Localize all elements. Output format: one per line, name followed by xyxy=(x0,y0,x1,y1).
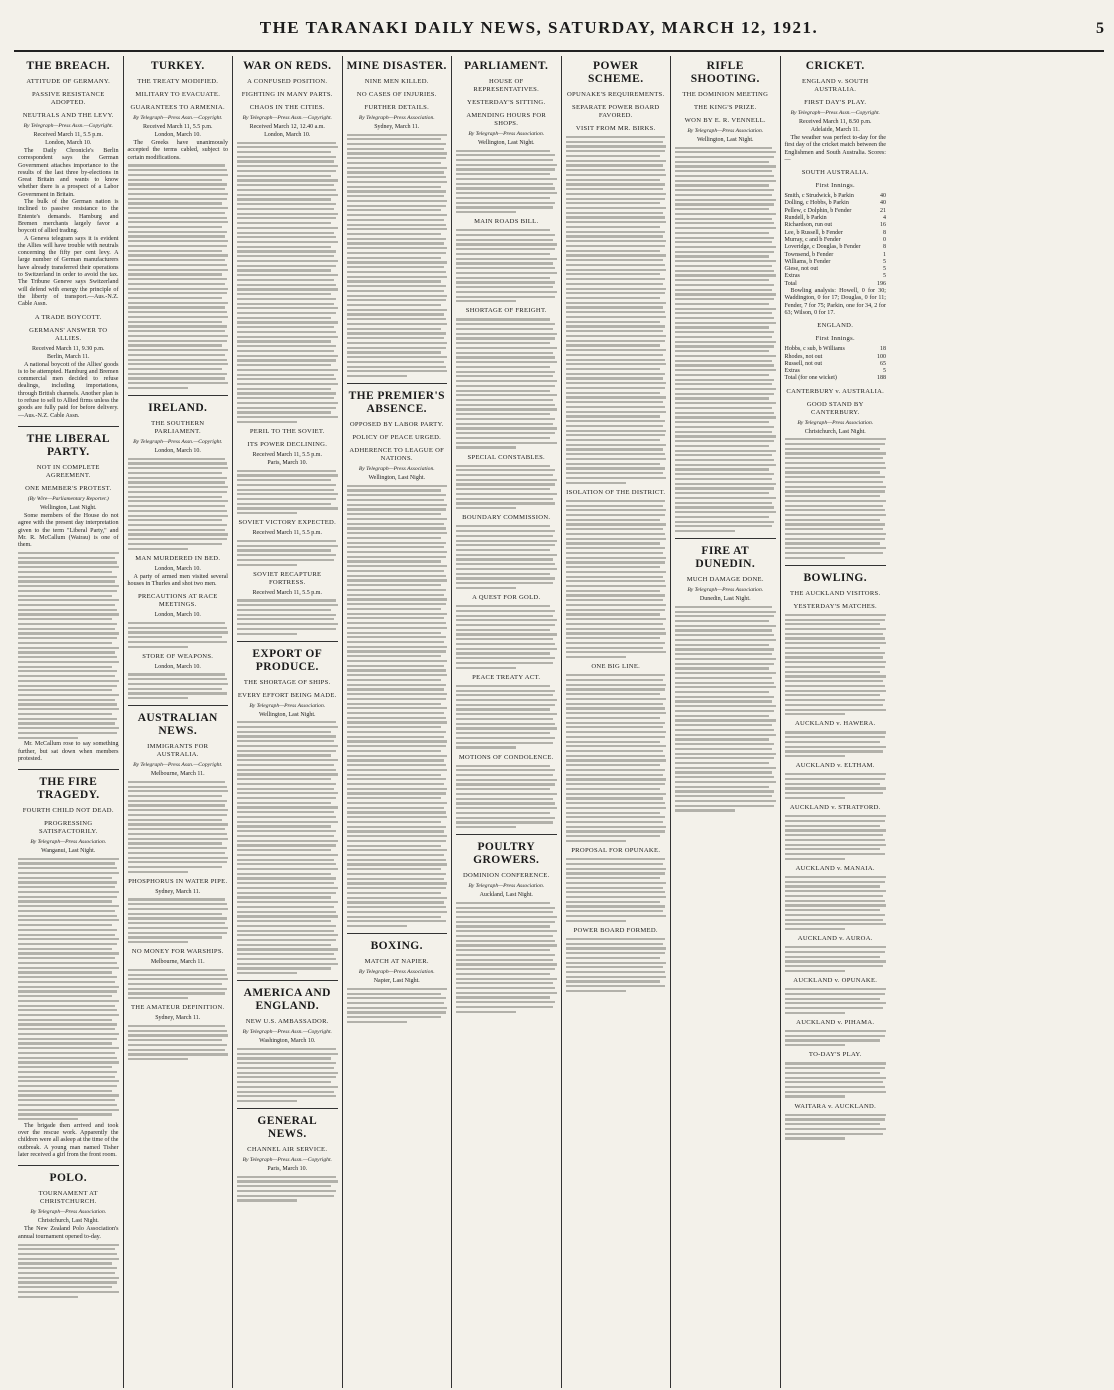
paragraph: The brigade then arrived and took over the rescue work. Apparently the children were all asleep at the time of the outbreak. A young man named Tisher later received a girl from the front room. xyxy=(18,1122,119,1159)
headline: EXPORT OF PRODUCE. xyxy=(252,647,323,673)
subheading: FIGHTING IN MANY PARTS. xyxy=(241,91,333,98)
body-text-block xyxy=(128,622,229,648)
score-line xyxy=(785,215,887,222)
dateline: London, March 10. xyxy=(154,448,201,455)
score-value: 100 xyxy=(877,353,886,360)
paragraph: A party of armed men visited several houses in Thurles and shot two men. xyxy=(127,573,228,588)
subheading: AUCKLAND v. PIHAMA. xyxy=(796,1018,875,1026)
headline: IRELAND. xyxy=(148,402,208,415)
byline: By Telegraph—Press Assn.—Copyright. xyxy=(242,115,332,121)
article-divider xyxy=(237,641,338,642)
subheading: AUCKLAND v. AUROA. xyxy=(797,935,873,943)
dateline: London, March 10. xyxy=(154,663,201,670)
article-divider xyxy=(18,1165,119,1166)
byline: By Telegraph—Press Assn.—Copyright. xyxy=(242,1029,332,1036)
headline: AMERICA AND ENGLAND. xyxy=(243,987,331,1013)
headline: POULTRY GROWERS. xyxy=(473,841,540,867)
masthead xyxy=(14,18,1104,52)
body-text-block xyxy=(128,1025,229,1060)
paragraph: A national boycott of the Allies' goods is to be attempted. Hamburg and Bremen commercial men decided to refuse dealings, including importations, through British channels. Another plan is to refuse to sell to Allied firms unless the goods are fully paid for before delivery.—Aus.-N.Z. Cable Assn. xyxy=(18,361,119,419)
subheading: PERIL TO THE SOVIET. xyxy=(249,428,325,436)
subheading: First Innings. xyxy=(815,335,855,343)
subheading: PROGRESSING SATISFACTORILY. xyxy=(38,820,98,836)
article-divider xyxy=(347,383,448,384)
subheading: CHANNEL AIR SERVICE. xyxy=(247,1146,328,1154)
dateline: Sydney, March 11. xyxy=(374,124,420,130)
dateline: Melbourne, March 11. xyxy=(150,771,205,778)
body-text-block xyxy=(675,606,776,812)
body-text-block xyxy=(128,673,229,699)
headline: BOXING. xyxy=(370,940,423,953)
score-value: 5 xyxy=(883,258,886,265)
subheading: ONE MEMBER'S PROTEST. xyxy=(25,484,112,492)
byline: By Telegraph—Press Assn.—Copyright. xyxy=(23,123,113,129)
subheading: POLICY OF PEACE URGED. xyxy=(352,434,442,442)
dateline: Wellington, Last Night. xyxy=(477,140,535,146)
dateline: Berlin, March 11. xyxy=(47,353,90,360)
subheading: VISIT FROM MR. BIRKS. xyxy=(575,125,656,132)
body-text-block xyxy=(456,902,557,1013)
headline: POLO. xyxy=(49,1172,87,1185)
body-text-block xyxy=(785,1114,887,1140)
score-name: Total xyxy=(784,280,797,287)
paragraph: The Daily Chronicle's Berlin correspondent says the German Government attaches importance to the results of the last three by-elections in Great Britain and wants to know whether there is a prospect of a Labor Government in Britain. xyxy=(18,148,119,198)
paragraph: Mr. McCallum rose to say something further, but sat down when members protested. xyxy=(18,741,119,762)
body-text-block xyxy=(237,540,338,566)
subheading: PASSIVE RESISTANCE ADOPTED. xyxy=(31,91,105,106)
dateline: London, March 10. xyxy=(154,612,201,619)
article-divider xyxy=(347,933,448,934)
score-line xyxy=(785,266,887,273)
body-text-block xyxy=(456,150,557,214)
subheading: AUCKLAND v. STRATFORD. xyxy=(789,804,881,812)
score-line xyxy=(785,273,887,280)
score-value: 18 xyxy=(880,346,886,353)
subheading: AUCKLAND v. MANAIA. xyxy=(795,864,875,872)
body-text-block xyxy=(18,552,119,739)
score-name: Townsend, b Fender xyxy=(784,251,834,258)
byline: (By Wire—Parliamentary Reporter.) xyxy=(27,495,109,502)
subheading: WAITARA v. AUCKLAND. xyxy=(794,1102,877,1110)
subheading: SHORTAGE OF FREIGHT. xyxy=(465,307,547,315)
body-text-block xyxy=(237,721,338,974)
headline: THE LIBERAL PARTY. xyxy=(26,432,110,458)
body-text-block xyxy=(785,438,887,559)
subheading: TOURNAMENT AT CHRISTCHURCH. xyxy=(38,1190,98,1206)
dateline: Napier, Last Night. xyxy=(373,978,420,985)
subheading: MAN MURDERED IN BED. xyxy=(135,554,221,562)
byline: By Telegraph—Press Association. xyxy=(30,839,107,846)
score-name: Extras xyxy=(784,368,800,375)
score-value: 1 xyxy=(883,251,886,258)
subheading: CANTERBURY v. AUSTRALIA. xyxy=(786,387,885,395)
score-name: Smith, c Strudwick, b Parkin xyxy=(784,193,854,200)
subheading: HOUSE OF REPRESENTATIVES. xyxy=(473,78,540,93)
dateline: Received March 11, 5.5 p.m. xyxy=(252,452,322,459)
subheading: CHAOS IN THE CITIES. xyxy=(249,104,325,111)
dateline: Paris, March 10. xyxy=(267,1166,308,1173)
subheading: FIRST DAY'S PLAY. xyxy=(804,99,867,106)
subheading: NINE MEN KILLED. xyxy=(364,78,429,85)
score-value: 8 xyxy=(883,229,886,236)
body-text-block xyxy=(785,731,887,757)
subheading: MATCH AT NAPIER. xyxy=(364,958,429,966)
body-text-block xyxy=(237,1048,338,1102)
body-text-block xyxy=(18,1244,119,1298)
subheading: WON BY E. R. VENNELL. xyxy=(684,117,766,124)
subheading: POWER BOARD FORMED. xyxy=(573,926,658,934)
dateline: Received March 11, 8.50 p.m. xyxy=(799,119,872,125)
body-text-block xyxy=(347,134,448,378)
byline: By Telegraph—Press Association. xyxy=(468,883,545,890)
columns xyxy=(14,56,1104,1388)
subheading: TO-DAY'S PLAY. xyxy=(808,1051,862,1059)
subheading: THE SOUTHERN PARLIAMENT. xyxy=(151,420,205,436)
score-name: Lee, b Russell, b Fender xyxy=(784,229,843,236)
body-text-block xyxy=(128,458,229,550)
byline: By Telegraph—Press Assn.—Copyright. xyxy=(133,439,223,446)
score-value: 5 xyxy=(883,266,886,273)
body-text-block xyxy=(128,969,229,1000)
byline: By Telegraph—Press Assn.—Copyright. xyxy=(242,1157,332,1164)
dateline: London, March 10. xyxy=(154,565,201,572)
body-text-block xyxy=(347,988,448,1023)
body-text-block xyxy=(785,876,887,930)
byline: By Telegraph—Press Association. xyxy=(358,969,435,976)
body-text-block xyxy=(128,898,229,943)
byline: By Telegraph—Press Association. xyxy=(468,131,545,137)
body-text-block xyxy=(785,815,887,860)
article-divider xyxy=(785,565,887,566)
dateline: Wellington, Last Night. xyxy=(368,475,425,482)
byline: By Telegraph—Press Association. xyxy=(249,702,326,709)
score-name: Total (for one wicket) xyxy=(784,375,837,382)
article-divider xyxy=(237,1108,338,1109)
dateline: Received March 11, 9.30 p.m. xyxy=(32,345,105,352)
score-name: Murray, c and b Fender xyxy=(784,236,841,243)
subheading: NO MONEY FOR WARSHIPS. xyxy=(131,948,224,956)
body-text-block xyxy=(566,858,667,922)
score-line xyxy=(785,200,887,207)
score-line xyxy=(785,237,887,244)
headline: AUSTRALIAN NEWS. xyxy=(137,712,218,738)
dateline: Adelaide, March 11. xyxy=(810,127,860,133)
dateline: Wellington, Last Night. xyxy=(696,137,754,143)
score-line xyxy=(785,346,887,353)
dateline: Melbourne, March 11. xyxy=(150,959,205,966)
subheading: THE AUCKLAND VISITORS. xyxy=(790,589,881,597)
column-c1 xyxy=(14,56,124,1388)
dateline: Christchurch, Last Night. xyxy=(37,1218,99,1225)
headline: THE BREACH. xyxy=(26,60,111,72)
body-text-block xyxy=(237,599,338,634)
score-value: 16 xyxy=(880,222,886,229)
body-text-block xyxy=(566,938,667,992)
subheading: SOVIET RECAPTURE FORTRESS. xyxy=(253,570,322,586)
byline: By Telegraph—Press Association. xyxy=(797,419,874,426)
score-line xyxy=(785,375,887,382)
paragraph: The weather was perfect to-day for the first day of the cricket match between the Englishmen and South Australia. Scores:— xyxy=(784,135,886,163)
byline: By Telegraph—Press Association. xyxy=(687,128,764,134)
subheading: AUCKLAND v. HAWERA. xyxy=(794,720,876,728)
score-value: 5 xyxy=(883,273,886,280)
byline: By Telegraph—Press Assn.—Copyright. xyxy=(133,115,223,121)
subheading: ISOLATION OF THE DISTRICT. xyxy=(566,488,666,496)
body-text-block xyxy=(347,485,448,927)
subheading: THE AMATEUR DEFINITION. xyxy=(130,1004,225,1012)
article-divider xyxy=(456,834,557,835)
article-divider xyxy=(18,769,119,770)
column-c7 xyxy=(671,56,781,1388)
body-text-block xyxy=(456,685,557,749)
paragraph: A Geneva telegram says it is evident the Allies will have trouble with neutrals concerning the fifty per cent levy. A large number of German manufacturers have already transferred their operations to Switzerland in order to avoid the tax. The Tribune Geneve says Switzerland will defend with energy the principle of the liberty of transport.—Aus.-N.Z. Cable Assn. xyxy=(18,235,119,308)
score-name: Russell, not out xyxy=(784,360,823,367)
subheading: AMENDING HOURS FOR SHOPS. xyxy=(466,112,547,127)
byline: By Telegraph—Press Assn.—Copyright. xyxy=(790,110,880,116)
dateline: London, March 10. xyxy=(264,132,311,138)
subheading: NO CASES OF INJURIES. xyxy=(356,91,437,98)
column-c8 xyxy=(781,56,891,1388)
article-divider xyxy=(675,538,776,539)
subheading: THE SHORTAGE OF SHIPS. xyxy=(243,678,331,686)
headline: WAR ON REDS. xyxy=(243,60,332,72)
headline: BOWLING. xyxy=(803,571,868,584)
dateline: Wellington, Last Night. xyxy=(39,504,97,511)
column-c2 xyxy=(124,56,234,1388)
score-name: Hobbs, c sub, b Williams xyxy=(784,346,845,353)
body-text-block xyxy=(456,318,557,448)
subheading: ATTITUDE OF GERMANY. xyxy=(26,78,111,85)
byline: By Telegraph—Press Assn.—Copyright. xyxy=(133,762,223,769)
body-text-block xyxy=(128,164,229,389)
subheading: A QUEST FOR GOLD. xyxy=(472,594,541,602)
subheading: MOTIONS OF CONDOLENCE. xyxy=(458,753,554,761)
subheading: THE KING'S PRIZE. xyxy=(693,104,757,111)
headline: MINE DISASTER. xyxy=(346,60,447,72)
subheading: ENGLAND. xyxy=(817,322,854,330)
masthead-title: THE TARANAKI DAILY NEWS, SATURDAY, MARCH 12, 1921. xyxy=(259,18,819,37)
paragraph: The Greeks have unanimously accepted the terms cabled, subject to certain modifications. xyxy=(127,140,228,161)
subheading: ITS POWER DECLINING. xyxy=(247,441,328,449)
score-line xyxy=(785,230,887,237)
score-line xyxy=(785,361,887,368)
body-text-block xyxy=(785,773,887,799)
score-value: 196 xyxy=(877,280,886,287)
score-value: 188 xyxy=(877,375,886,382)
body-text-block xyxy=(18,858,119,1121)
headline: THE PREMIER'S ABSENCE. xyxy=(348,390,445,416)
body-text-block xyxy=(456,765,557,829)
subheading: DOMINION CONFERENCE. xyxy=(462,872,550,880)
score-line xyxy=(785,259,887,266)
body-text-block xyxy=(785,988,887,1014)
subheading: EVERY EFFORT BEING MADE. xyxy=(237,691,337,699)
dateline: Received March 11, 5.5 p.m. xyxy=(252,589,322,596)
body-text-block xyxy=(456,229,557,302)
subheading: NOT IN COMPLETE AGREEMENT. xyxy=(36,463,100,479)
score-value: 0 xyxy=(883,236,886,243)
headline: RIFLE SHOOTING. xyxy=(690,60,760,85)
score-name: Loveridge, c Douglas, b Fender xyxy=(784,244,861,251)
body-text-block xyxy=(675,147,776,533)
dateline: London, March 10. xyxy=(45,140,92,146)
subheading: PROPOSAL FOR OPUNAKE. xyxy=(571,847,661,855)
subheading: MAIN ROADS BILL. xyxy=(474,218,539,226)
score-value: 65 xyxy=(880,360,886,367)
paragraph: Some members of the House do not agree with the present day interpretation given to the term "Liberal Party," and Mr. R. McCallum (Wairau) is one of them. xyxy=(18,512,119,549)
subheading: A CONFUSED POSITION. xyxy=(247,78,328,85)
subheading: OPUNAKE'S REQUIREMENTS. xyxy=(567,91,665,98)
subheading: PHOSPHORUS IN WATER PIPE. xyxy=(128,877,228,885)
paragraph: The bulk of the German nation is inclined to passive resistance to the Entente's demands. Hamburg and Bremen merchants largely favor a boycott of allied trading. xyxy=(18,199,119,235)
score-name: Williams, b Fender xyxy=(784,258,831,265)
subheading: THE DOMINION MEETING xyxy=(682,91,769,98)
dateline: Washington, March 10. xyxy=(259,1038,316,1045)
score-value: 40 xyxy=(880,200,886,207)
dateline: Received March 11, 5.5 p.m. xyxy=(143,124,213,130)
article-divider xyxy=(237,980,338,981)
subheading: AUCKLAND v. ELTHAM. xyxy=(795,762,875,770)
dateline: Dunedin, Last Night. xyxy=(699,596,751,603)
column-c6 xyxy=(562,56,672,1388)
subheading: MUCH DAMAGE DONE. xyxy=(686,576,764,584)
subheading: GOOD STAND BY CANTERBURY. xyxy=(806,400,864,416)
subheading: GUARANTEES TO ARMENIA. xyxy=(130,104,225,111)
subheading: YESTERDAY'S SITTING. xyxy=(467,99,546,106)
score-line xyxy=(785,252,887,259)
body-text-block xyxy=(237,142,338,424)
paragraph: The New Zealand Polo Association's annual tournament opened to-day. xyxy=(18,1226,119,1240)
dateline: Auckland, Last Night. xyxy=(479,892,533,899)
subheading: PEACE TREATY ACT. xyxy=(472,673,541,681)
dateline: London, March 10. xyxy=(154,132,201,138)
subheading: ADHERENCE TO LEAGUE OF NATIONS. xyxy=(349,447,445,463)
score-name: Extras xyxy=(784,273,800,280)
subheading: FURTHER DETAILS. xyxy=(364,104,430,111)
article-divider xyxy=(128,705,229,706)
score-name: Rundell, b Parkin xyxy=(784,215,827,222)
dateline: Christchurch, Last Night. xyxy=(804,428,866,435)
subheading: AUCKLAND v. OPUNAKE. xyxy=(793,977,878,985)
headline: PARLIAMENT. xyxy=(464,60,549,72)
headline: GENERAL NEWS. xyxy=(257,1115,318,1141)
article-divider xyxy=(18,426,119,427)
score-line xyxy=(785,208,887,215)
byline: By Telegraph—Press Association. xyxy=(30,1209,107,1216)
subheading: ENGLAND v. SOUTH AUSTRALIA. xyxy=(802,78,869,93)
subheading: PRECAUTIONS AT RACE MEETINGS. xyxy=(137,593,218,609)
body-text-block xyxy=(566,674,667,842)
subheading: SEPARATE POWER BOARD FAVORED. xyxy=(572,104,660,119)
subheading: ONE BIG LINE. xyxy=(591,663,641,671)
body-text-block xyxy=(456,605,557,669)
page-number: 5 xyxy=(1096,20,1104,37)
dateline: Received March 11, 5.5 p.m. xyxy=(252,530,322,537)
subheading: BOUNDARY COMMISSION. xyxy=(462,514,551,522)
score-value: 40 xyxy=(880,193,886,200)
column-c3 xyxy=(233,56,343,1388)
subheading: YESTERDAY'S MATCHES. xyxy=(793,602,878,610)
byline: By Telegraph—Press Association. xyxy=(358,466,435,473)
subheading: First Innings. xyxy=(815,182,855,190)
subheading: SOVIET VICTORY EXPECTED. xyxy=(238,519,337,527)
score-line xyxy=(785,244,887,251)
body-text-block xyxy=(785,1030,887,1046)
headline: THE FIRE TRAGEDY. xyxy=(36,776,100,802)
score-value: 5 xyxy=(883,368,886,375)
dateline: Sydney, March 11. xyxy=(155,1015,201,1022)
score-name: Rhodes, not out xyxy=(784,353,823,360)
body-text-block xyxy=(785,1062,887,1097)
score-name: Pellew, c Dolphin, b Fender xyxy=(784,207,852,214)
dateline: Sydney, March 11. xyxy=(155,888,201,895)
subheading: A TRADE BOYCOTT. xyxy=(34,313,102,321)
body-text-block xyxy=(237,470,338,515)
body-text-block xyxy=(566,136,667,484)
score-name: Richardson, run out xyxy=(784,222,832,229)
subheading: SPECIAL CONSTABLES. xyxy=(467,453,545,461)
headline: CRICKET. xyxy=(805,60,865,72)
subheading: NEUTRALS AND THE LEVY. xyxy=(22,112,114,119)
score-line xyxy=(785,193,887,200)
dateline: Received March 12, 12.40 a.m. xyxy=(249,124,325,130)
article-divider xyxy=(128,395,229,396)
subheading: OPPOSED BY LABOR PARTY. xyxy=(349,421,444,429)
headline: POWER SCHEME. xyxy=(587,60,644,85)
subheading: FOURTH CHILD NOT DEAD. xyxy=(22,807,114,815)
body-text-block xyxy=(128,781,229,873)
headline: FIRE AT DUNEDIN. xyxy=(695,545,756,571)
body-text-block xyxy=(456,525,557,589)
subheading: MILITARY TO EVACUATE. xyxy=(135,91,221,98)
byline: By Telegraph—Press Association. xyxy=(358,115,435,121)
subheading: GERMANS' ANSWER TO ALLIES. xyxy=(29,326,108,342)
score-name: Dolling, c Hobbs, b Parkin xyxy=(784,200,849,207)
paragraph: Bowling analysis: Howell, 0 for 30; Waddington, 0 for 17; Douglas, 0 for 11; Fender, 7 for 75; Parkin, one for 34, 2 for 63; Wilson, 0 for 17. xyxy=(784,288,886,316)
subheading: THE TREATY MODIFIED. xyxy=(137,78,219,85)
subheading: SOUTH AUSTRALIA. xyxy=(801,169,869,177)
dateline: Paris, March 10. xyxy=(267,460,308,467)
score-value: 4 xyxy=(883,215,886,222)
dateline: Wellington, Last Night. xyxy=(258,711,316,718)
score-line xyxy=(785,354,887,361)
score-value: 21 xyxy=(880,207,886,214)
subheading: IMMIGRANTS FOR AUSTRALIA. xyxy=(147,743,209,759)
subheading: STORE OF WEAPONS. xyxy=(142,652,214,660)
score-line xyxy=(785,222,887,229)
score-value: 8 xyxy=(883,244,886,251)
score-line xyxy=(785,281,887,288)
dateline: Wanganui, Last Night. xyxy=(41,848,96,855)
subheading: NEW U.S. AMBASSADOR. xyxy=(245,1018,329,1026)
body-text-block xyxy=(785,614,887,716)
body-text-block xyxy=(566,500,667,658)
body-text-block xyxy=(785,946,887,972)
score-name: Giese, not out xyxy=(784,266,818,273)
dateline: Received March 11, 5.5 p.m. xyxy=(33,132,103,138)
column-c4 xyxy=(343,56,453,1388)
headline: TURKEY. xyxy=(150,60,205,72)
column-c5 xyxy=(452,56,562,1388)
byline: By Telegraph—Press Association. xyxy=(687,587,764,594)
body-text-block xyxy=(456,465,557,510)
body-text-block xyxy=(237,1176,338,1202)
